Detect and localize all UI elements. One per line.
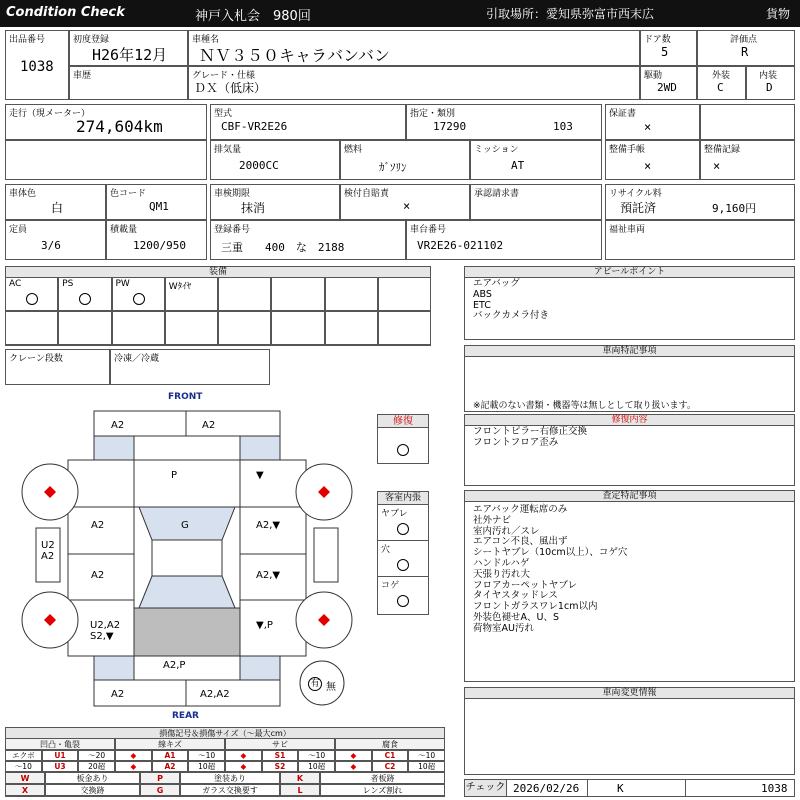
record-value: × <box>713 159 721 173</box>
repair-circle <box>397 444 409 456</box>
designation-value: 17290 <box>433 120 467 133</box>
legend-cell: 10超 <box>188 761 225 772</box>
check-row <box>464 779 795 797</box>
legend-code-cell: X <box>5 784 45 796</box>
appeal-panel <box>464 266 795 340</box>
legend-cell: ～10 <box>408 750 445 761</box>
right-side-panel <box>314 528 338 582</box>
part-front-left: A2 <box>111 420 125 431</box>
displacement-label: 排気量 <box>214 145 242 155</box>
change-title: 車両変更情報 <box>465 688 794 699</box>
recycle-fee: 9,160円 <box>712 202 757 215</box>
check-code: K <box>617 782 624 795</box>
equipment-label: PS <box>62 279 74 289</box>
legend-cell: ◆ <box>335 761 372 772</box>
equipment-title: 装備 <box>6 267 430 278</box>
self-insp-label: 検付自賠責 <box>344 189 390 199</box>
reg-no-value: 三重 400 な 2188 <box>221 241 345 254</box>
special-note: ※記載のない書類・機器等は無しとして取り扱います。 <box>473 401 696 411</box>
legend-group-header: 線キズ <box>115 738 225 750</box>
part-windshield: G <box>181 520 189 531</box>
check-label: チェック <box>465 780 507 796</box>
hood <box>134 460 240 507</box>
legend-cell: エクボ <box>5 750 42 761</box>
part-right-mid: A2,▼ <box>256 570 281 581</box>
legend-cell: 20超 <box>78 761 115 772</box>
first-reg-value: H26年12月 <box>92 46 168 64</box>
manual-label: 整備手帳 <box>609 145 646 155</box>
part-left-rear: U2,A2 S2,▼ <box>90 620 121 642</box>
grade-value: ＤＸ（低床） <box>194 81 267 95</box>
assessment-title: 査定特記事項 <box>465 491 794 502</box>
part-left-front-door: A2 <box>91 520 105 531</box>
warranty-value: × <box>644 120 652 134</box>
part-left-mid: A2 <box>91 570 105 581</box>
spare-tire <box>300 661 344 705</box>
repair-text: フロントピラー右修正交換 フロントフロア歪み <box>473 426 588 448</box>
exterior-cell <box>697 66 746 100</box>
part-hood: P <box>171 470 178 481</box>
history-label: 車歴 <box>73 71 92 81</box>
legend-cell: ～10 <box>188 750 225 761</box>
mileage-value: 274,604km <box>76 117 163 136</box>
category-number: 103 <box>553 120 573 133</box>
legend-cell: ◆ <box>115 761 152 772</box>
legend-code-cell: K <box>280 772 320 784</box>
mileage-label: 走行（現メーター） <box>9 109 91 119</box>
interior-title: 客室内張 <box>378 492 428 505</box>
check-divider-2 <box>685 780 686 796</box>
legend-cell: A1 <box>152 750 189 761</box>
spare-present: 有 <box>308 677 322 691</box>
inspection-label: 車検期限 <box>214 189 251 199</box>
doors-value: 5 <box>661 45 669 59</box>
left-front-fender <box>68 460 134 507</box>
interior-value: D <box>766 81 773 94</box>
doors-cell <box>640 30 697 66</box>
part-hood-right: ▼ <box>256 470 264 481</box>
check-lot: 1038 <box>761 782 788 795</box>
first-reg-label: 初度登録 <box>73 35 110 45</box>
load-label: 積載量 <box>110 225 138 235</box>
interior-burn-circle <box>397 595 409 607</box>
legend-cell: U1 <box>42 750 79 761</box>
equipment-label: AC <box>9 279 22 289</box>
welfare-label: 福祉車両 <box>609 225 646 235</box>
chassis-value: VR2E26-021102 <box>417 239 504 252</box>
color-code-label: 色コード <box>110 189 147 199</box>
check-divider <box>587 780 588 796</box>
interior-burn-label: コゲ <box>381 581 400 591</box>
interior-hole <box>378 541 428 577</box>
interior-box <box>377 491 429 615</box>
approval-cell <box>470 184 602 220</box>
part-front-right: A2 <box>202 420 216 431</box>
rear-bumper-left <box>94 680 186 706</box>
mission-label: ミッション <box>474 145 519 155</box>
rear-glass <box>139 576 235 608</box>
front-label: FRONT <box>168 392 203 402</box>
front-left-lamp <box>94 436 134 460</box>
crane-label: クレーン段数 <box>9 354 63 364</box>
drive-cell <box>640 66 697 100</box>
inspection-value: 抹消 <box>241 201 266 215</box>
warranty-label: 保証書 <box>609 109 637 119</box>
legend-cell: ～10 <box>298 750 335 761</box>
mission-value: AT <box>511 159 525 172</box>
legend-cell: ～20 <box>78 750 115 761</box>
model-value: ＮＶ３５０キャラバンバン <box>199 46 390 65</box>
designation-label: 指定・類別 <box>410 109 456 119</box>
legend-group-header: 凹凸・亀裂 <box>5 738 115 750</box>
capacity-value: 3/6 <box>41 239 61 252</box>
front-right-lamp <box>240 436 280 460</box>
legend-code-cell: W <box>5 772 45 784</box>
part-rear-left: A2 <box>111 689 125 700</box>
auction-name: 神戸入札会 980回 <box>195 9 311 24</box>
legend-code-cell: レンズ割れ <box>320 784 445 796</box>
type-label: 型式 <box>214 109 233 119</box>
legend-cell: ◆ <box>115 750 152 761</box>
body-color-label: 車体色 <box>9 189 37 199</box>
check-date: 2026/02/26 <box>513 782 580 795</box>
body-color-value: 白 <box>51 201 64 215</box>
model-label: 車種名 <box>192 35 220 45</box>
appeal-text: エアバッグ ABS ETC バックカメラ付き <box>473 278 550 322</box>
legend-cell: U3 <box>42 761 79 772</box>
recycle-status: 預託済 <box>620 201 657 215</box>
appeal-title: アピールポイント <box>465 267 794 278</box>
reg-no-label: 登録番号 <box>214 225 251 235</box>
legend-code-cell: P <box>140 772 180 784</box>
warranty-cell <box>605 104 700 140</box>
legend-group-header: 腐食 <box>335 738 445 750</box>
repair-box-label: 修復 <box>378 415 428 428</box>
score-value: R <box>741 45 749 59</box>
legend-cell: ～10 <box>5 761 42 772</box>
legend-cell: A2 <box>152 761 189 772</box>
capacity-label: 定員 <box>9 225 28 235</box>
category: 貨物 <box>766 7 791 21</box>
score-cell <box>697 30 795 66</box>
doors-label: ドア数 <box>644 35 671 45</box>
drive-label: 駆動 <box>644 71 663 81</box>
interior-tear-circle <box>397 523 409 535</box>
color-code-value: QM1 <box>149 200 169 213</box>
interior-burn <box>378 577 428 614</box>
interior-tear <box>378 505 428 541</box>
right-front-fender <box>240 460 306 507</box>
lot-label: 出品番号 <box>9 35 46 45</box>
legend-cell: ◆ <box>335 750 372 761</box>
form-title: Condition Check <box>6 5 125 20</box>
exterior-value: C <box>717 81 724 94</box>
legend-code-cell: 板金あり <box>45 772 140 784</box>
record-cell <box>700 140 795 180</box>
cabin-roof <box>152 540 222 576</box>
legend-cell: S1 <box>262 750 299 761</box>
interior-cell <box>746 66 795 100</box>
special-title: 車両特記事項 <box>465 346 794 357</box>
welfare-cell <box>605 220 795 260</box>
legend-title: 損傷記号＆損傷サイズ（～最大cm） <box>6 728 444 739</box>
legend-cell: C1 <box>372 750 409 761</box>
part-right-front-door: A2,▼ <box>256 520 281 531</box>
change-panel <box>464 687 795 775</box>
legend-cell: S2 <box>262 761 299 772</box>
recycle-label: リサイクル料 <box>609 189 662 199</box>
interior-hole-label: 穴 <box>381 545 391 555</box>
record-label: 整備記録 <box>704 145 741 155</box>
part-left-side: U2 A2 <box>41 540 55 562</box>
legend-group-header: サビ <box>225 738 335 750</box>
fuel-value: ｶﾞｿﾘﾝ <box>379 161 407 174</box>
rear-panel <box>134 656 240 680</box>
legend-code-cell: G <box>140 784 180 796</box>
score-label: 評価点 <box>730 35 758 45</box>
mission-cell <box>470 140 602 180</box>
legend-code-cell: L <box>280 784 320 796</box>
pickup-location: 引取場所：愛知県弥富市西末広 <box>486 7 655 21</box>
right-rear-quarter <box>240 600 306 656</box>
type-value: CBF-VR2E26 <box>221 120 288 133</box>
repair-title: 修復内容 <box>465 415 794 426</box>
legend-cell: ◆ <box>225 750 262 761</box>
refrig-label: 冷凍／冷蔵 <box>114 354 160 364</box>
repair-box <box>377 414 429 464</box>
lot-number: 1038 <box>20 59 54 75</box>
legend-code-cell: ガラス交換要す <box>180 784 280 796</box>
displacement-value: 2000CC <box>239 159 279 172</box>
part-right-rear: ▼,P <box>256 620 273 631</box>
approval-label: 承認請求書 <box>474 189 520 199</box>
part-rear-panel: A2,P <box>163 660 186 671</box>
manual-value: × <box>644 159 652 173</box>
legend-code-cell: 交換跡 <box>45 784 140 796</box>
legend-code-cell: 塗装あり <box>180 772 280 784</box>
special-panel <box>464 345 795 412</box>
warranty-extra-cell <box>700 104 795 140</box>
spare-none: 無 <box>326 682 336 693</box>
legend-code-cell: 者板跡 <box>320 772 445 784</box>
interior-tear-label: ヤブレ <box>381 509 408 519</box>
equipment-label: PW <box>115 279 130 289</box>
equipment-label: Wﾀｲﾔ <box>168 282 192 292</box>
legend-cell: 10超 <box>408 761 445 772</box>
recycle-cell <box>605 184 795 220</box>
rear-left-lamp <box>94 656 134 680</box>
legend-cell: ◆ <box>225 761 262 772</box>
legend-cell: C2 <box>372 761 409 772</box>
fuel-label: 燃料 <box>344 145 363 155</box>
rear-right-lamp <box>240 656 280 680</box>
rear-label: REAR <box>172 711 199 721</box>
self-insp-value: × <box>403 199 411 213</box>
legend-cell: 10超 <box>298 761 335 772</box>
load-value: 1200/950 <box>133 239 186 252</box>
chassis-label: 車台番号 <box>410 225 447 235</box>
assessment-text: エアバック運転席のみ 社外ナビ 室内汚れ／スレ エアコン不良、風出ず シートヤブレ（10cm以上）、コゲ穴 ハンドルハゲ 天張り汚れ大 フロアカーペットヤブレ タイヤスタッドレス フロントガラスワレ1cm以内 外装色褪せA、U、S 荷物室AU汚れ <box>473 504 628 634</box>
front-bumper-right <box>186 411 280 436</box>
front-bumper-left <box>94 411 186 436</box>
manual-cell <box>605 140 700 180</box>
cargo-floor <box>134 608 240 656</box>
interior-hole-circle <box>397 559 409 571</box>
grade-label: グレード・仕様 <box>192 71 256 81</box>
repair-panel <box>464 414 795 486</box>
exterior-label: 外装 <box>712 71 731 81</box>
assessment-panel <box>464 490 795 682</box>
drive-value: 2WD <box>657 81 677 94</box>
interior-label: 内装 <box>759 71 778 81</box>
part-rear-right: A2,A2 <box>200 689 230 700</box>
